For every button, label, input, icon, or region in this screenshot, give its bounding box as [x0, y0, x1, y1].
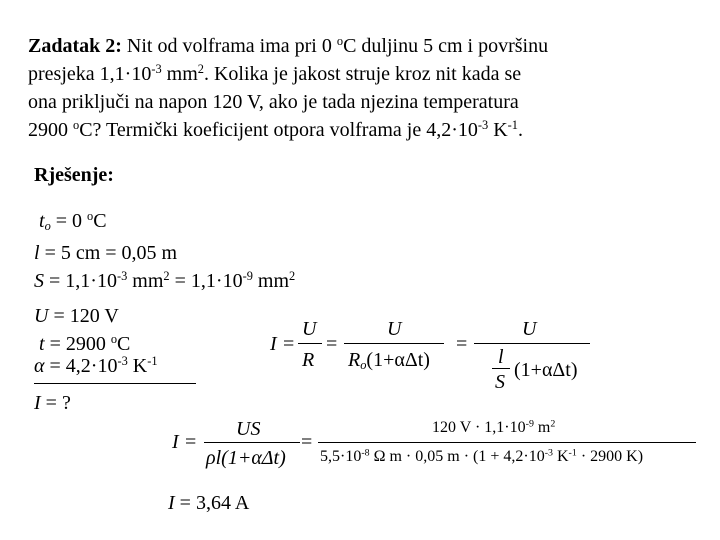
value: = 5 cm = 0,05 m: [39, 242, 178, 264]
solution-heading-text: Rješenje:: [34, 164, 114, 186]
formula1-eq3: =: [456, 333, 468, 355]
degree-sign: o: [87, 209, 94, 224]
formula1-den3-S: S: [495, 371, 505, 393]
problem-label: Zadatak 2:: [28, 35, 122, 57]
value: = ?: [40, 392, 71, 414]
subscript-o: o: [44, 219, 51, 234]
fraction-bar: [318, 442, 696, 443]
formula2-I: I: [172, 431, 179, 453]
exponent: -3: [151, 62, 162, 77]
problem-text-1a: Nit od volframa ima pri 0: [121, 35, 337, 57]
given-t0: [39, 210, 107, 233]
fraction-bar: [344, 343, 444, 344]
given-t: [39, 333, 130, 356]
value: = 120 V: [48, 305, 119, 327]
formula1-I: I: [270, 333, 277, 355]
problem-text-2c: mm: [161, 63, 198, 85]
given-divider: [34, 383, 196, 384]
formula2-num2: 120 $V \cdot 1,1\cdot 10^{-9}$ $m^2$: [432, 418, 556, 436]
formula2-eq2: =: [301, 431, 313, 453]
problem-text-2d: . Kolika je jakost struje kroz nit kada se: [203, 63, 522, 85]
result: [168, 492, 249, 515]
formula1-den3-l: l: [498, 346, 504, 368]
exponent: -9: [242, 269, 253, 284]
exponent: 2: [163, 269, 170, 284]
value: = 2900: [44, 333, 111, 355]
unit: C: [117, 333, 131, 355]
problem-text-1b: C duljinu 5 cm i površinu: [343, 35, 549, 57]
result-value: = 3,64 A: [174, 492, 250, 514]
value: 10: [222, 270, 243, 292]
given-alpha: [34, 355, 158, 378]
symbol-t: t: [39, 210, 45, 232]
degree-sign: o: [336, 34, 344, 49]
mult-dot: ·: [215, 270, 223, 292]
mult-dot: ·: [451, 119, 458, 141]
problem-line-2: [28, 63, 521, 86]
formula1-den2: $R_o(1+\alpha\Delta t)$: [348, 349, 430, 373]
exponent: -3: [116, 269, 128, 284]
problem-text-4d: K: [488, 119, 508, 141]
formula1-num1: U: [302, 318, 317, 340]
fraction-bar: [492, 368, 510, 369]
exponent: 2: [289, 269, 296, 284]
problem-text-2a: presjeka 1,1: [28, 63, 125, 85]
unit: mm: [127, 270, 164, 292]
formula1-eq2: =: [326, 333, 338, 355]
value: = 0: [50, 210, 88, 232]
degree-sign: o: [110, 332, 118, 347]
value: = 1,1: [169, 270, 216, 292]
mult-dot: ·: [124, 63, 132, 85]
formula2-den2: $5,5\cdot 10^{-8}$ Ω m · 0,05 $m \cdot (1 + 4,2\cdot 10^{-3}$ $K^{-1} \cdot 2900$ K): [320, 447, 644, 465]
problem-line-4: [28, 119, 523, 142]
exponent: -3: [477, 118, 489, 133]
fraction-bar: [474, 343, 590, 344]
exponent: -3: [117, 354, 128, 369]
exponent: -1: [147, 354, 158, 369]
unit: C: [93, 210, 107, 232]
given-S: [34, 270, 295, 293]
formula2-num1: US: [236, 418, 261, 440]
symbol-t: t: [39, 333, 45, 355]
problem-line-3: [28, 91, 519, 114]
given-l: [34, 242, 177, 265]
value: 10: [97, 355, 118, 377]
symbol-I: I: [34, 392, 41, 414]
problem-text-3: ona priključi na napon 120 V, ako je tada njezina temperatura: [28, 91, 519, 113]
fraction-bar: [204, 442, 300, 443]
symbol-l: l: [34, 242, 40, 264]
given-U: [34, 305, 119, 328]
problem-text-2b: 10: [131, 63, 152, 85]
given-I: [34, 392, 71, 415]
value: = 1,1: [44, 270, 91, 292]
problem-text-4e: .: [517, 119, 523, 141]
formula1-num2: U: [387, 318, 402, 340]
unit: K: [127, 355, 148, 377]
problem-text-4a: 2900: [28, 119, 73, 141]
formula1-den3-rest: (1+αΔt): [514, 359, 578, 381]
mult-dot: ·: [90, 355, 98, 377]
formula1-den1: R: [302, 349, 315, 371]
formula1-num3: U: [522, 318, 537, 340]
symbol-U: U: [34, 305, 49, 327]
problem-line-1: [28, 35, 548, 58]
exponent: -1: [507, 118, 518, 133]
symbol-I: I: [168, 492, 175, 514]
fraction-bar: [298, 343, 322, 344]
degree-sign: o: [73, 118, 80, 133]
symbol-S: S: [34, 270, 44, 292]
value: = 4,2: [44, 355, 91, 377]
mult-dot: ·: [90, 270, 97, 292]
solution-heading: [34, 164, 114, 187]
value: 10: [96, 270, 117, 292]
symbol-alpha: α: [34, 355, 45, 377]
formula1-eq1: =: [283, 333, 295, 355]
exponent: 2: [197, 62, 204, 77]
formula2-eq1: =: [185, 431, 197, 453]
unit: mm: [252, 270, 290, 292]
problem-text-4b: C? Termički koeficijent otpora volframa je 4,2: [79, 119, 452, 141]
problem-text-4c: 10: [457, 119, 478, 141]
formula2-den1: ρl(1+αΔt): [206, 447, 286, 469]
